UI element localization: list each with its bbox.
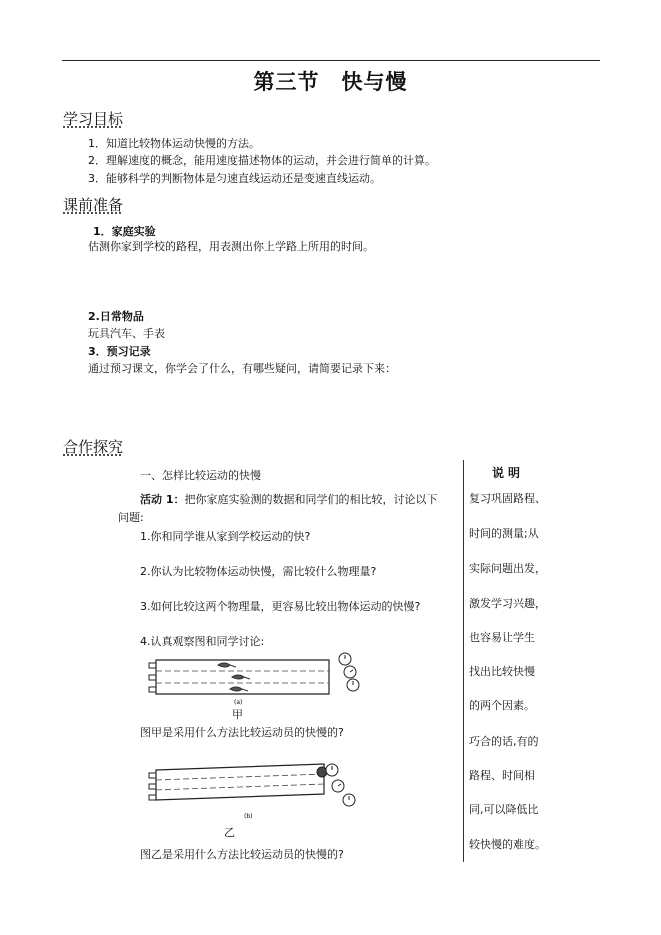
activity-label: 活动 1： [140, 493, 185, 506]
question-yi: 图乙是采用什么方法比较运动员的快慢的? [140, 848, 344, 861]
question-jia: 图甲是采用什么方法比较运动员的快慢的? [140, 726, 344, 739]
activity-line-1 [140, 491, 437, 507]
question-1: 1.你和同学谁从家到学校运动的快? [140, 530, 311, 543]
note-line: 找出比较快慢 [469, 665, 535, 678]
runner-icon [317, 767, 327, 777]
activity-text-2: 问题: [118, 511, 144, 524]
note-line: 实际问题出发， [469, 562, 546, 575]
fig-b-caption: (b) [244, 813, 253, 820]
daily-items-text: 玩具汽车、手表 [88, 327, 165, 340]
prep-heading: 课前准备 [63, 196, 124, 214]
home-experiment-title: 1．家庭实验 [93, 225, 156, 238]
stopwatch-icon [339, 653, 351, 665]
race-figure-a [144, 650, 366, 708]
top-rule [62, 60, 600, 61]
note-line: 复习巩固路程、 [469, 492, 546, 505]
fig-a-label: 甲 [232, 708, 243, 721]
stopwatch-icon [343, 794, 355, 806]
runner-icon [230, 687, 248, 691]
objective-item-1: 1．知道比较物体运动快慢的方法。 [88, 137, 260, 150]
question-2: 2.你认为比较物体运动快慢，需比较什么物理量? [140, 565, 377, 578]
stopwatch-icon [332, 780, 344, 792]
note-line: 巧合的话,有的 [469, 735, 539, 748]
explore-heading: 合作探究 [63, 438, 124, 456]
runner-icon [232, 675, 250, 679]
stopwatch-icon [326, 764, 338, 776]
page-title: 第三节 快与慢 [253, 69, 408, 94]
question-4: 4.认真观察图和同学讨论: [140, 635, 265, 648]
home-experiment-text: 估测你家到学校的路程，用表测出你上学路上所用的时间。 [88, 240, 374, 253]
question-heading: 一、怎样比较运动的快慢 [140, 469, 261, 482]
objective-item-3: 3．能够科学的判断物体是匀速直线运动还是变速直线运动。 [88, 172, 381, 185]
objectives-heading: 学习目标 [63, 110, 124, 128]
fig-a-caption: (a) [234, 699, 243, 706]
notes-title: 说明 [492, 466, 525, 480]
stopwatch-icon [347, 679, 359, 691]
note-line: 的两个因素。 [469, 699, 535, 712]
daily-items-title: 2.日常物品 [88, 310, 144, 323]
note-line: 激发学习兴趣， [469, 597, 546, 610]
note-line: 时间的测量;从 [469, 527, 539, 540]
runner-icon [218, 663, 236, 667]
preview-record-text: 通过预习课文，你学会了什么，有哪些疑问，请简要记录下来： [88, 362, 396, 375]
note-line: 较快慢的难度。 [469, 838, 546, 851]
notes-divider [463, 460, 464, 862]
note-line: 同,可以降低比 [469, 803, 539, 816]
question-3: 3.如何比较这两个物理量，更容易比较出物体运动的快慢? [140, 600, 421, 613]
race-figure-b [144, 758, 366, 824]
stopwatch-icon [344, 666, 356, 678]
preview-record-title: 3．预习记录 [88, 345, 151, 358]
objective-item-2: 2．理解速度的概念，能用速度描述物体的运动，并会进行简单的计算。 [88, 154, 436, 167]
fig-b-label: 乙 [224, 826, 235, 839]
note-line: 路程、时间相 [469, 769, 535, 782]
activity-text-1: 把你家庭实验测的数据和同学们的相比较，讨论以下 [184, 493, 438, 506]
note-line: 也容易让学生 [469, 631, 535, 644]
